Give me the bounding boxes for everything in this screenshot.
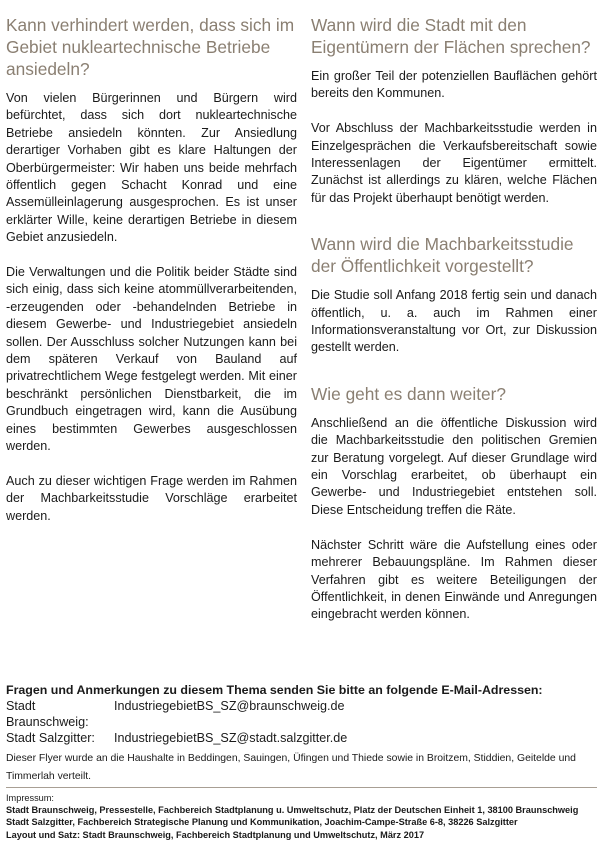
- impressum-line: Stadt Salzgitter, Fachbereich Strategische Planung und Kommunikation, Joachim-Campe-Straße 6-8, 38226 Salzgitter: [6, 817, 518, 828]
- email-link-salzgitter[interactable]: IndustriegebietBS_SZ@stadt.salzgitter.de: [114, 731, 348, 745]
- section-heading-study: Wann wird die Machbarkeitsstudie der Öffentlichkeit vorgestellt?: [311, 234, 574, 277]
- section-next-steps: [311, 383, 597, 624]
- impressum: [6, 792, 606, 841]
- paragraph: Anschließend an die öffentliche Diskussion wird die Machbarkeitsstudie den politischen Gremien zur Beratung vorgelegt. Auf dieser Grundlage wird ein Vorschlag erarbeitet, ob überhaupt ein Gewerbe- und Industriegebiet entstehen soll. Diese Entscheidung treffen die Räte.: [311, 415, 597, 517]
- paragraph: Auch zu dieser wichtigen Frage werden im Rahmen der Machbarkeitsstudie Vorschläge erarbeitet werden.: [6, 473, 297, 523]
- contact-label: Stadt Braunschweig:: [6, 699, 89, 729]
- impressum-line: Stadt Braunschweig, Pressestelle, Fachbereich Stadtplanung u. Umweltschutz, Platz der Deutschen Einheit 1, 38100 Braunschweig: [6, 805, 579, 816]
- impressum-heading: Impressum:: [6, 793, 54, 803]
- paragraph: Die Studie soll Anfang 2018 fertig sein und danach öffentlich, u. a. auch im Rahmen einer Informationsveranstaltung vor Ort, zur Diskussion gestellt werden.: [311, 288, 597, 355]
- distribution-note: Dieser Flyer wurde an die Haushalte in Beddingen, Sauingen, Üfingen und Thiede sowie in Broitzem, Stiddien, Geitelde und Timmerlah verteilt.: [6, 753, 576, 782]
- left-column: [6, 14, 297, 543]
- paragraph: Nächster Schritt wäre die Aufstellung eines oder mehrerer Bebauungspläne. Im Rahmen dieser Verfahren gibt es weitere Beteiligungen der Öffentlichkeit, in denen Einwände und Anregungen eingebracht werden können.: [311, 537, 597, 622]
- section-study-presentation: [311, 233, 597, 357]
- contact-label: Stadt Salzgitter:: [6, 731, 95, 745]
- paragraph: Vor Abschluss der Machbarkeitsstudie werden in Einzelgesprächen die Verkaufsbereitschaft sowie Interessenlagen der Eigentümer ermittelt. Zunächst ist allerdings zu klären, welche Flächen für das Projekt überhaupt benötigt werden.: [311, 121, 597, 205]
- paragraph: Ein großer Teil der potenziellen Bauflächen gehört bereits den Kommunen.: [311, 69, 597, 101]
- contact-row-braunschweig: [6, 698, 606, 730]
- impressum-line: Layout und Satz: Stadt Braunschweig, Fachbereich Stadtplanung und Umweltschutz, März 2017: [6, 829, 425, 840]
- contact-title: Fragen und Anmerkungen zu diesem Thema senden Sie bitte an folgende E-Mail-Adressen:: [6, 683, 543, 697]
- contact-block: [6, 682, 606, 746]
- divider: [6, 787, 597, 788]
- right-column: [311, 14, 597, 641]
- section-heading-next-steps: Wie geht es dann weiter?: [311, 383, 507, 404]
- paragraph: Von vielen Bürgerinnen und Bürgern wird befürchtet, dass sich dort nukleartechnische Betriebe ansiedeln könnten. Zur Ansiedlung derartiger Vorhaben gibt es klare Haltungen der Oberbürgermeister: Wir haben uns beide mehrfach öffentlich gegen Schacht Konrad und eine Assemülleinlagerung ausgesprochen. Es ist unser erklärter Wille, keine derartigen Betriebe in diesem Gebiet anzusiedeln.: [6, 91, 297, 245]
- email-link-braunschweig[interactable]: IndustriegebietBS_SZ@braunschweig.de: [114, 699, 345, 713]
- contact-row-salzgitter: [6, 730, 606, 746]
- section-heading-owners: Wann wird die Stadt mit den Eigentümern der Flächen sprechen?: [311, 15, 591, 57]
- section-owners: [311, 14, 597, 207]
- section-heading-nuclear: Kann verhindert werden, dass sich im Gebiet nukleartechnische Betriebe ansiedeln?: [6, 15, 295, 79]
- paragraph: Die Verwaltungen und die Politik beider Städte sind sich einig, dass sich keine atommüllverarbeitenden, -erzeugenden oder -behandelnden Betriebe in diesem Gewerbe- und Industriegebiet ansiedeln sollen. Der Ausschluss solcher Nutzungen kann bei dem späteren Verkauf von Bauland auf privatrechtlichem Wege festgelegt werden. Mit einer beschränkt persönlichen Dienstbarkeit, die im Grundbuch eingetragen wird, kann die Ausübung eines bestimmten Gewerbes ausgeschlossen werden.: [6, 265, 297, 454]
